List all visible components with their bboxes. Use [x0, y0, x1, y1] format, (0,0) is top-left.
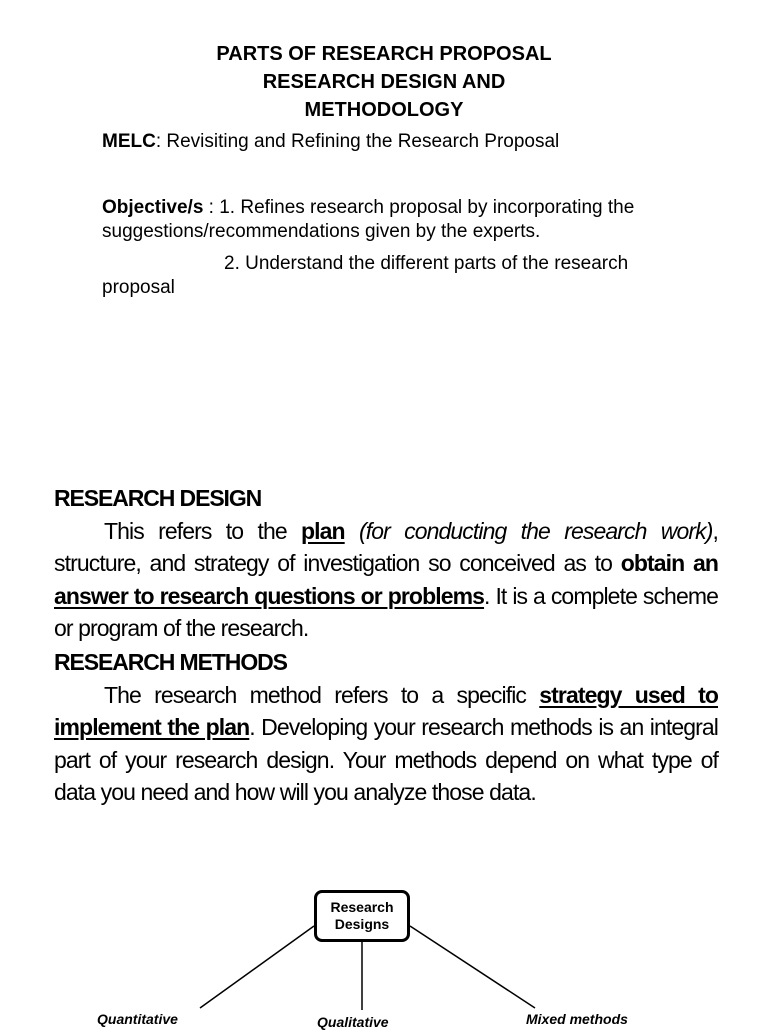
connector-right [410, 926, 535, 1008]
research-methods-heading: RESEARCH METHODS [54, 649, 287, 675]
objective-line-4: proposal [102, 277, 175, 298]
objective-1-text: : 1. Refines research proposal by incorporating the [203, 197, 635, 218]
document-title-line-3: METHODOLOGY [304, 99, 464, 121]
root-label-line-1: Research [330, 899, 394, 915]
research-designs-node [314, 890, 410, 942]
research-design-section [54, 482, 718, 645]
melc-text: : Revisiting and Refining the Research Proposal [155, 131, 560, 152]
objective-label: Objective/s [102, 197, 204, 218]
mixed-methods-node: Mixed methods [526, 1011, 628, 1027]
document-title-line-1: PARTS OF RESEARCH PROPOSAL [216, 43, 552, 65]
research-methods-paragraph [54, 679, 718, 809]
rm-text-1: The research method refers to a specific [104, 681, 540, 708]
rd-text-3: . It is a complete scheme or program of the research. [54, 582, 718, 641]
objective-line-3: 2. Understand the different parts of the research [224, 253, 629, 274]
rd-answer: answer to research questions or problems [54, 582, 485, 609]
rd-plan: plan [301, 517, 345, 544]
document-title-line-2: RESEARCH DESIGN AND [262, 71, 506, 93]
root-label-line-2: Designs [334, 916, 390, 932]
rm-text-2: . Developing your research methods is an integral part of your research design. Your methods depend on what type of data you need and how will you analyze those data. [54, 714, 718, 805]
objective-line-1 [102, 196, 634, 220]
melc-label: MELC [102, 131, 156, 152]
quantitative-node: Quantitative [97, 1011, 178, 1027]
rd-obtain: obtain an [620, 550, 719, 576]
research-design-paragraph [54, 515, 718, 645]
rd-italic: (for conducting the research work) [344, 517, 713, 544]
melc-line [102, 130, 559, 154]
research-methods-section [54, 646, 718, 809]
qualitative-node: Qualitative [317, 1014, 389, 1030]
rd-text-1: This refers to the [104, 517, 301, 544]
rd-text-2: , structure, and strategy of investigation so conceived as to [54, 517, 718, 576]
rm-strategy: strategy used to implement the plan [54, 681, 718, 740]
connector-left [200, 926, 314, 1008]
research-design-heading: RESEARCH DESIGN [54, 485, 262, 511]
objective-line-2: suggestions/recommendations given by the experts. [102, 221, 541, 242]
